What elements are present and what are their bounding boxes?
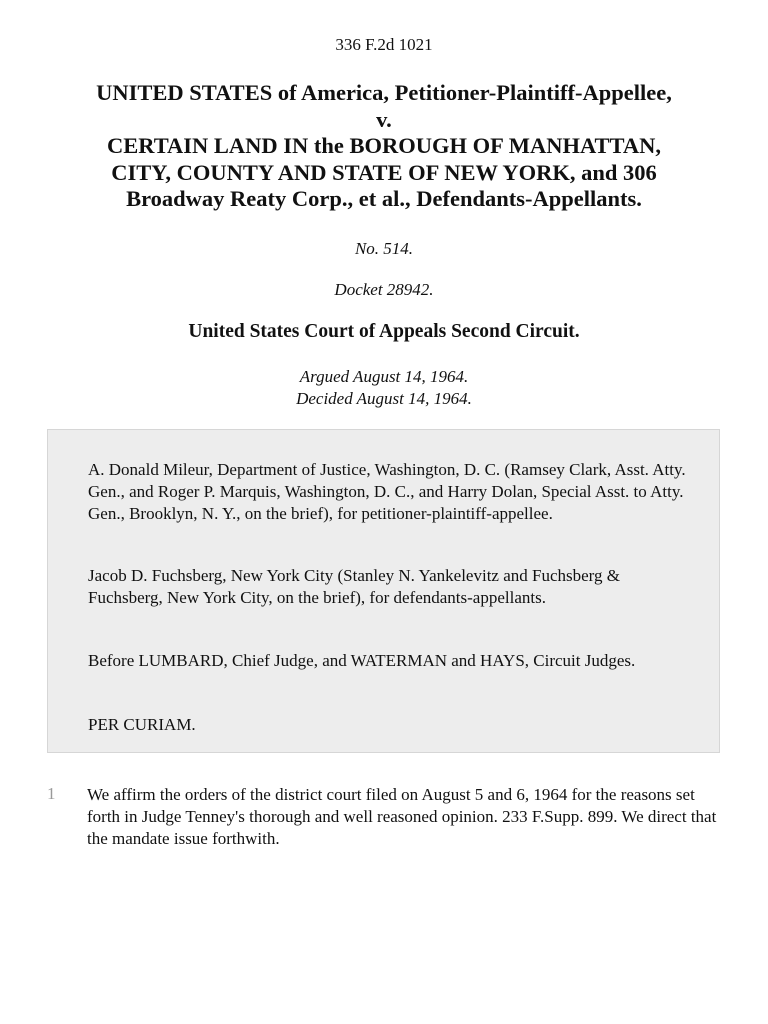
case-title: [30, 80, 738, 213]
case-title-line-4: CITY, COUNTY AND STATE OF NEW YORK, and 306: [111, 159, 657, 185]
per-curiam: PER CURIAM.: [88, 715, 196, 734]
opinion-paragraph: We affirm the orders of the district court filed on August 5 and 6, 1964 for the reasons set forth in Judge Tenney's thorough and well reasoned opinion. 233 F.Supp. 899. We direct that the mandate issue forthwith.: [87, 785, 717, 848]
case-title-line-5: Broadway Reaty Corp., et al., Defendants-Appellants.: [126, 186, 642, 211]
decided-date: Decided August 14, 1964.: [296, 389, 472, 408]
case-title-line-3: CERTAIN LAND IN the BOROUGH OF MANHATTAN,: [106, 133, 661, 158]
docket-number: Docket 28942.: [334, 280, 434, 299]
citation: 336 F.2d 1021: [335, 35, 433, 54]
court-name: United States Court of Appeals Second Circuit.: [188, 321, 580, 342]
panel-judges: Before LUMBARD, Chief Judge, and WATERMAN and HAYS, Circuit Judges.: [88, 651, 636, 670]
case-title-line-1: UNITED STATES of America, Petitioner-Plaintiff-Appellee,: [96, 80, 672, 105]
case-title-line-2: v.: [376, 106, 392, 132]
case-dates: [0, 366, 768, 410]
counsel-appellants: Jacob D. Fuchsberg, New York City (Stanley N. Yankelevitz and Fuchsberg & Fuchsberg, New York City, on the brief), for defendants-appellants.: [88, 566, 620, 607]
counsel-box: [47, 429, 720, 753]
case-number: No. 514.: [354, 239, 414, 258]
paragraph-number: 1: [47, 784, 56, 803]
argued-date: Argued August 14, 1964.: [299, 367, 469, 386]
counsel-appellee: A. Donald Mileur, Department of Justice, Washington, D. C. (Ramsey Clark, Asst. Atty. Gen., and Roger P. Marquis, Washington, D. C., and Harry Dolan, Special Asst. to Atty. Gen., Brooklyn, N. Y., on the brief), for petitioner-plaintiff-appellee.: [88, 460, 686, 523]
